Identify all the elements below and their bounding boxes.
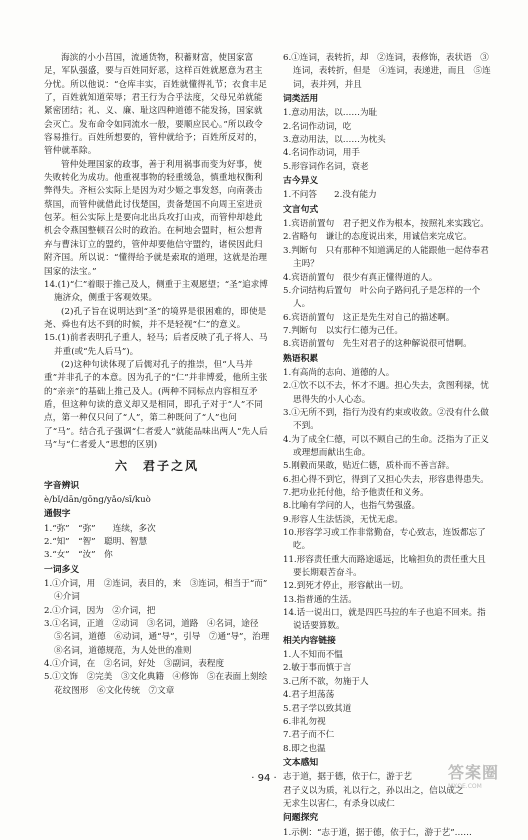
line: 志于道，据于德，依于仁，游于艺 [283,772,412,783]
line: 1.“弥” “弥” 连续，多次 [44,523,156,534]
paragraph: 海滨的小小莒国，流通货物，积蓄财富，使国家富足，军队强盛，要与百姓同好恶，这样百姓就愿意为君主分忧。所以他说：“仓库丰实，百姓就懂得礼节；衣食丰足了，百姓就知道荣辱；君王行为合乎法度，父母兄弟就能紧密团结；礼、义、廉、耻这四种道德不能发扬，国家就会灭亡。发布命令如同流水一般，要顺应民心。”所以政令容易推行。百姓所想要的，管仲就给予；百姓所反对的，管仲就革除。 [44,53,268,157]
line: 4.为了成全仁德，可以不顾自己的生命。泛指为了正义或理想而献出生命。 [283,434,489,458]
heading: 相关内容链接 [283,635,336,646]
heading: 文本感知 [283,757,319,768]
watermark-subtext: MXQE.COM [448,783,482,790]
line: 5.①文饰 ②完美 ③文化典籍 ④修饰 ⑤在表面上刻绘花纹图形 ⑥文化传统 ⑦文章 [44,672,268,696]
line: 2.敏于事而慎于言 [283,663,352,674]
line: 7.判断句 以实行仁德为己任。 [283,325,403,336]
line: 1.有高尚的志向、道德的人。 [283,367,395,378]
line: 3.判断句 只有那种不知道满足的人能跟他一起侍奉君主吗？ [283,245,489,270]
line: 12.到死才停止，形容献出一切。 [283,581,409,592]
heading: 古今异义 [283,176,319,187]
heading: 一词多义 [44,564,80,575]
heading: 文言句式 [283,204,319,215]
line: 无求生以害仁，有杀身以成仁 [283,798,395,809]
answer-item: (2)这种句读体现了后儒对孔子的推崇，但“人马并重”并非孔子的本意。因为孔子的“仁”并非博爱，他所主张的“亲亲”的基础上推己及人。(两种不同标点内容相互矛盾，但这种句读的意义却又是相同，即孔子对于“人”不同点，第一种仅只问了“人”，第二种既问了“人”也问了“马”。结合孔子强调“仁者爱人”就能品味出两人“先人后马”与“仁者爱人”思想的区别) [44,359,268,450]
line: 5.刚毅而果敢，贴近仁德，质朴而不善言辞。 [283,461,455,472]
section-title: 六 君子之风 [114,459,199,474]
line: 5.形容词作名词，衰老 [283,161,369,172]
answer-item: (2)孔子旨在说明达到“圣”的境界是很困难的，即使是尧、舜也有达不到的时候，并不是轻视“仁”的意义。 [44,306,267,330]
line: 1.①介词，用 ②连词，表目的，来 ③连词，相当于“而” ④介词 [44,579,276,603]
line: 1.人不知而不愠 [283,650,343,661]
line: 4.宾语前置句 很少有真正懂得道的人。 [283,272,438,283]
line: 5.君子学以致其道 [283,703,352,714]
line: 2.①介词，因为 ②介词，把 [44,605,156,616]
line: 1.示例：“志于道，据于德，依于仁，游于艺”…… [283,827,472,838]
line: 6.宾语前置句 这正是先生对自己的描述啊。 [283,312,455,323]
line: 6.非礼勿视 [283,716,326,727]
answer-item: 14.(1)“仁”着眼于推己及人，侧重于主观愿望；“圣”追求博施济众，侧重于客观效果。 [44,279,268,304]
paragraph: 管仲处理国家的政事，善于利用祸事而变为好事，使失败转化为成功。他重视事物的轻重缓急，慎重地权衡利弊得失。齐桓公实际上是因为对少姬之事发怒，向南袭击蔡国，而管仲就借此讨伐楚国，责备楚国不向周王室进贡包茅。桓公实际上是要向北出兵攻打山戎，而管仲却趁此机会令燕国整顿召公时的政治。在柯地会盟时，桓公想背弃与曹沫订立的盟约，管仲却要他信守盟约，诸侯因此归附齐国。所以说：“懂得给予就是索取的道理，这就是治理国家的法宝。” [44,159,268,277]
line: 1.不问答 2.没有能力 [283,190,377,201]
line: 8.即之也温 [283,743,326,754]
line: 2.省略句 谦让的态度说出来，用诚信来完成它。 [283,232,472,243]
line: 8.比喻有学问的人，也指气势强盛。 [283,501,421,512]
line: 3.①无所不到，指行为没有约束或收敛。②没有什么做不到。 [283,407,489,432]
line: 11.形容责任重大而路途遥远，比喻担负的责任重大且要长期艰苦奋斗。 [283,554,486,579]
heading: 字音辨识 [44,480,80,491]
line: 5.介词结构后置句 叶公向子路问孔子是怎样的一个人。 [283,285,481,310]
line: è/bǐ/dān/gōng/yǎo/sī/kuò [44,495,151,505]
line: 4.名词作动词，用手 [283,148,360,159]
line: 6.①连词，表转折，却 ②连词，表修饰，表状语 ③连词，表转折，但是 ④连词，表递进，而且 ⑤连词，表并列，并且 [283,53,491,90]
heading: 词类活用 [283,94,319,105]
line: 1.意动用法，以……为耻 [283,108,378,119]
page-number: · 94 · [251,773,277,784]
watermark-text: 答案圈 [448,763,500,782]
heading: 通假字 [44,509,71,520]
line: 4.①介词，在 ②名词，好处 ③副词，表程度 [44,659,225,670]
line: 3.“女” “汝” 你 [44,550,113,561]
line: 1.宾语前置句 君子把义作为根本，按照礼来实践它。 [283,219,489,230]
answer-item: 15.(1)前者表明孔子重人，轻马；后者反映了孔子将人、马并重(或“先人后马”)。 [44,333,268,357]
line: 8.宾语前置句 先生对君子的这种解说很可惜啊。 [283,339,472,350]
line: 2.名词作动词，吃 [283,121,352,132]
line: 7.君子而不仁 [283,730,335,741]
line: 6.担心得不到它，得到了又担心失去，形容患得患失。 [283,474,489,485]
line: 13.指普通的生活。 [283,594,357,605]
heading: 熟语积累 [283,353,319,364]
watermark-logo [448,760,518,794]
line: 10.形容学习或工作非常勤奋，专心致志，连饭都忘了吃。 [283,528,486,552]
line: 2.①饮不以不去，怀才不遇。担心失去，贪图利禄，忧思得失的小人心态。 [283,381,489,405]
right-column [283,52,493,840]
left-column [44,52,278,698]
line: 君子义以为质，礼以行之，孙以出之，信以成之 [283,785,464,796]
line: 4.君子坦荡荡 [283,690,335,701]
heading: 问题探究 [283,813,319,824]
line: 7.把功业托付他，给予他责任和义务。 [283,488,429,498]
line: 3.意动用法，以……为枕头 [283,135,386,146]
line: 3.己所不欲，勿施于人 [283,676,369,687]
line: 9.形容人生法恬淡，无忧无虑。 [283,514,403,525]
line: 3.①名词，正道 ②动词 ③名词，道路 ④名词，途径 ⑤名词，道德 ⑥动词，通“导”，引导 ⑦通“导”，治理 ⑧名词，道德规范，为人处世的准则 [44,619,278,656]
line: 14.话一说出口，就是四匹马拉的车子也追不回来。指说话要算数。 [283,608,486,632]
line: 2.“知” “智” 聪明、智慧 [44,537,148,548]
